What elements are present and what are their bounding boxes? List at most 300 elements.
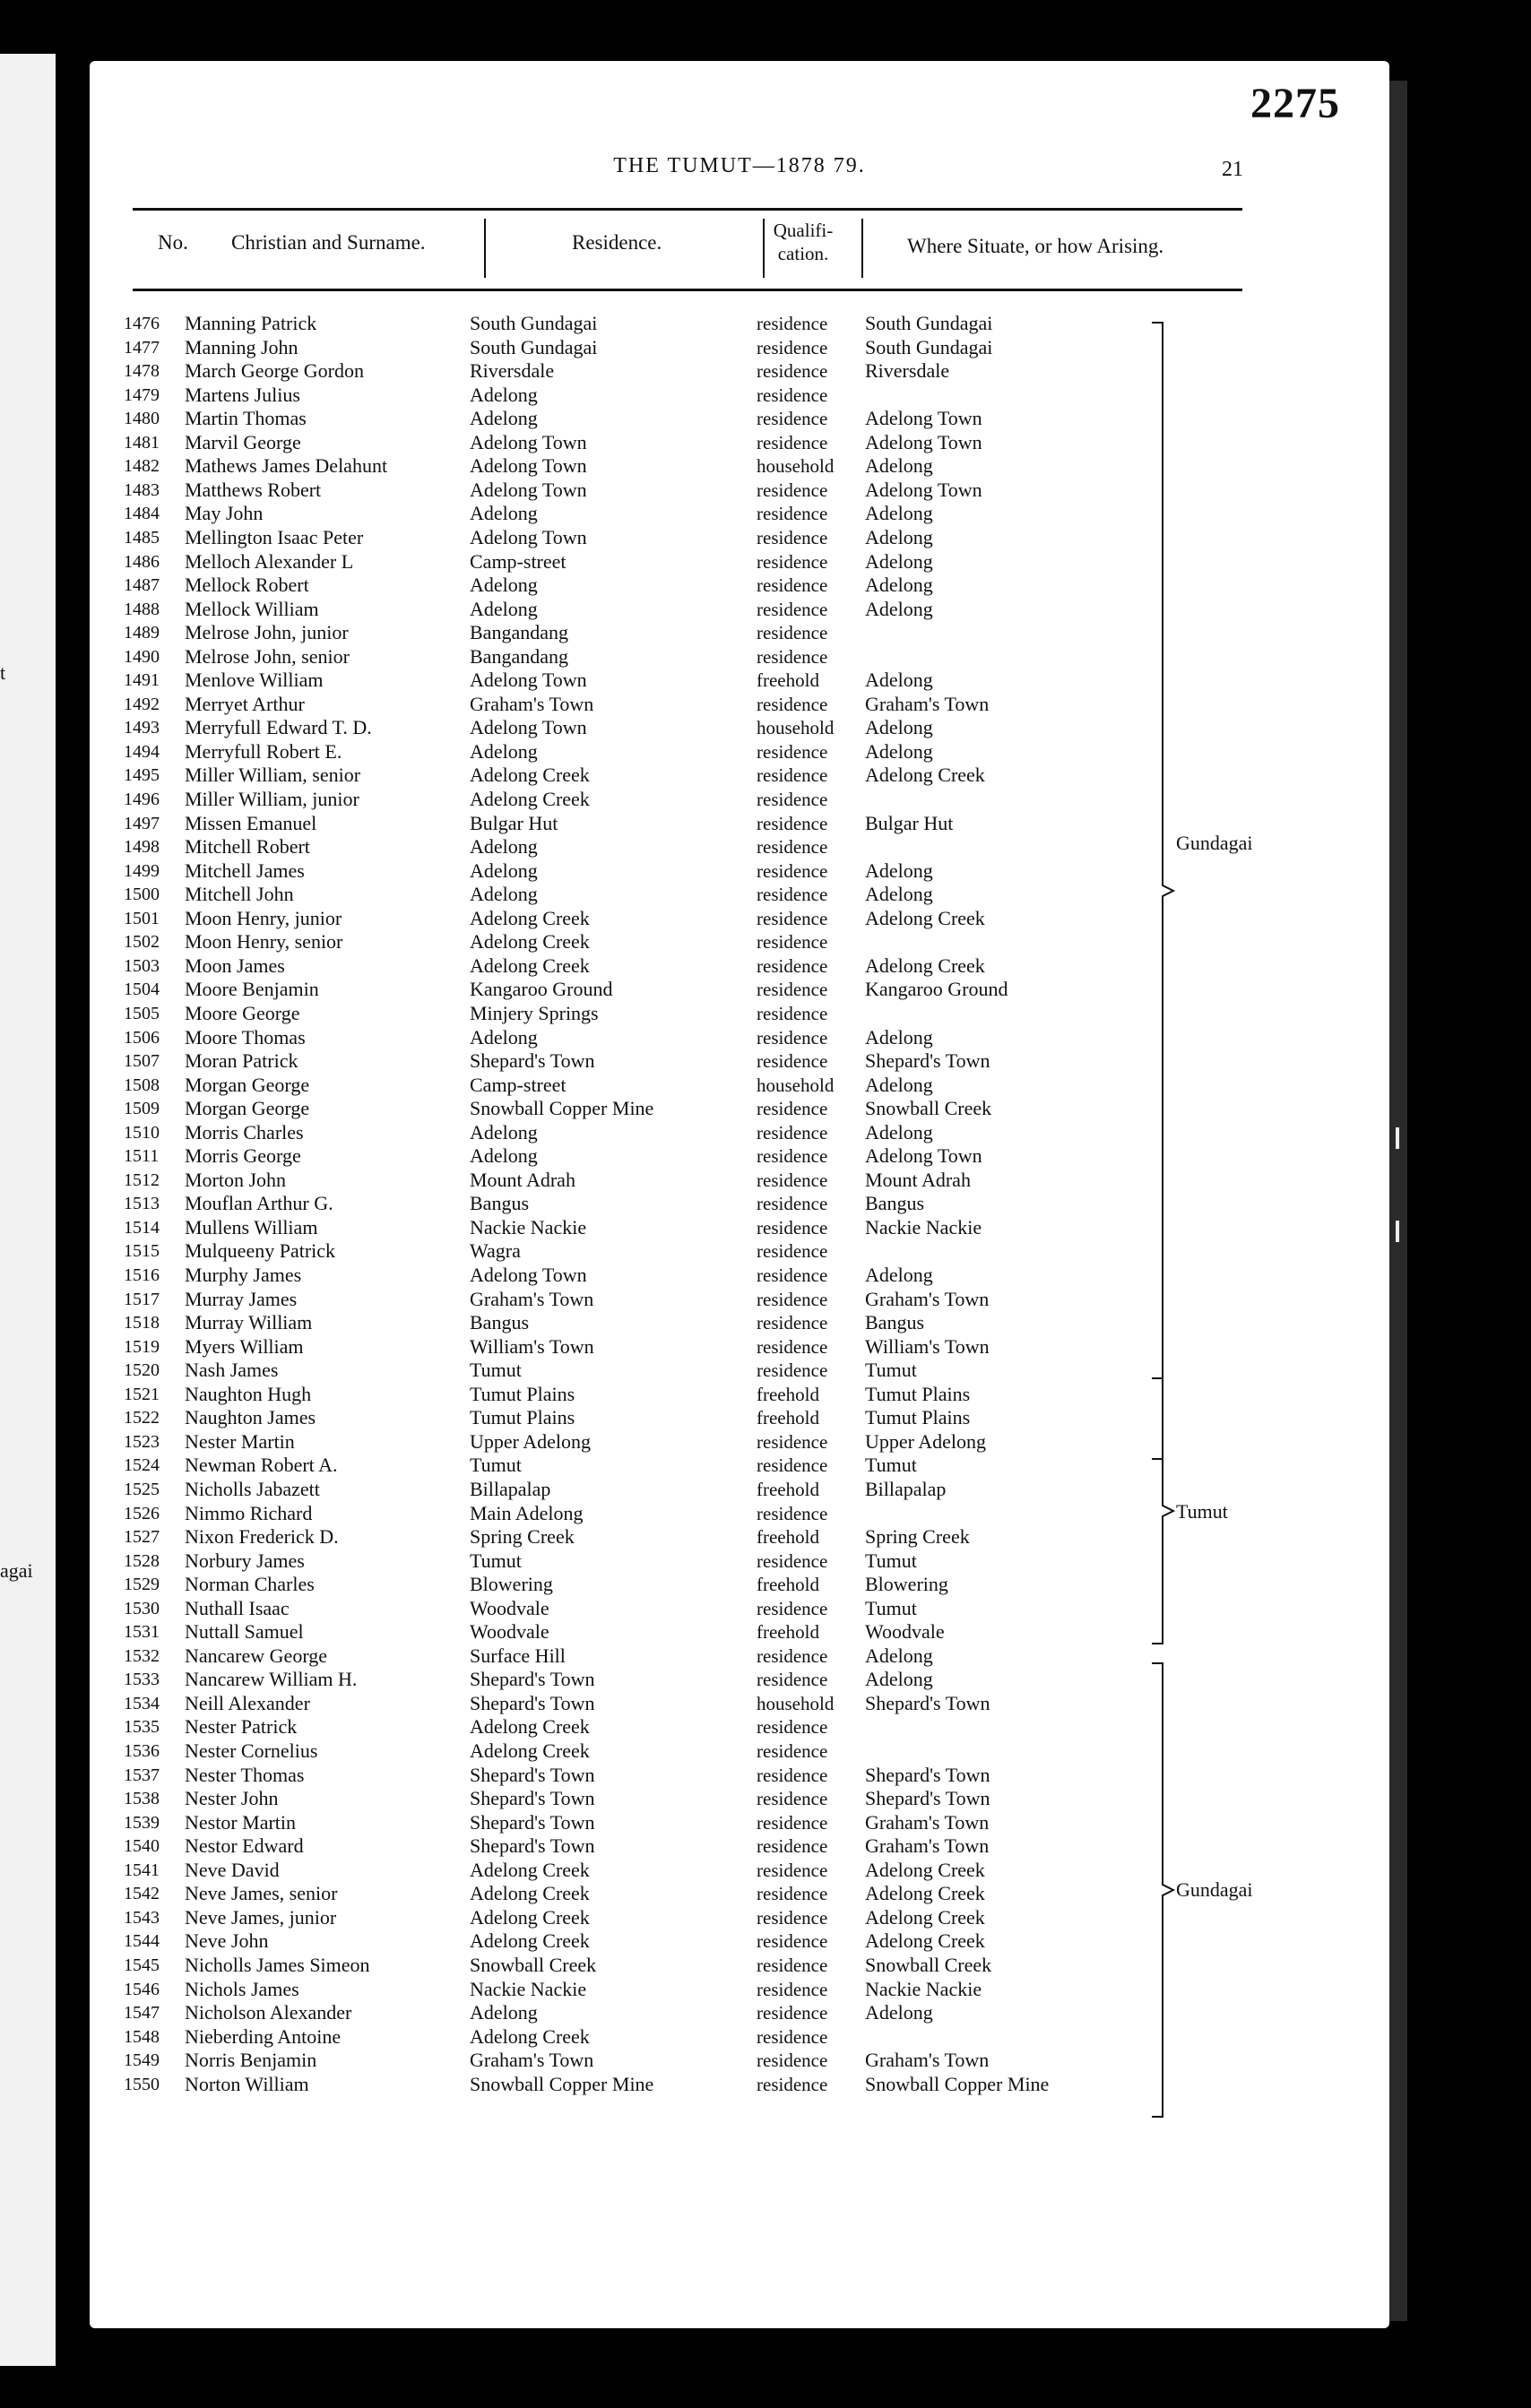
voter-name: Manning Patrick	[185, 312, 317, 334]
residence-cell: Bangus	[470, 1311, 529, 1334]
table-row	[90, 312, 1389, 335]
where-situate-cell: Adelong Creek	[865, 1882, 985, 1905]
voter-name: Newman Robert A.	[185, 1454, 338, 1477]
qualification-cell: residence	[757, 1121, 828, 1144]
table-row	[90, 1978, 1389, 2001]
qualification-cell: residence	[757, 1859, 828, 1881]
entry-number: 1538	[124, 1789, 160, 1809]
qualification-cell: residence	[757, 954, 828, 977]
residence-cell: South Gundagai	[470, 312, 598, 334]
entry-number: 1493	[124, 718, 160, 738]
table-row	[90, 1383, 1389, 1406]
entry-number: 1533	[124, 1670, 160, 1690]
residence-cell: Adelong Creek	[470, 1715, 590, 1739]
voter-name: Menlove William	[185, 669, 324, 692]
entry-number: 1545	[124, 1955, 160, 1975]
qualification-cell: residence	[757, 336, 828, 358]
table-row	[90, 1811, 1389, 1834]
voter-name: Norbury James	[185, 1549, 305, 1572]
voter-name: Merryfull Edward T. D.	[185, 716, 372, 739]
qualification-cell: residence	[757, 622, 828, 644]
entry-number: 1544	[124, 1931, 160, 1952]
brace-label: Tumut	[1176, 1500, 1228, 1523]
entry-number: 1506	[124, 1027, 160, 1048]
residence-cell: Adelong Creek	[470, 1905, 590, 1929]
where-situate-cell: Snowball Creek	[865, 1097, 992, 1120]
qualification-cell: residence	[757, 360, 828, 383]
voter-name: Martin Thomas	[185, 407, 307, 430]
residence-cell: Adelong Town	[470, 478, 587, 501]
entry-number: 1520	[124, 1360, 160, 1381]
where-situate-cell: Upper Adelong	[865, 1429, 987, 1453]
table-row	[90, 2073, 1389, 2096]
table-row	[90, 431, 1389, 454]
where-situate-cell: Shepard's Town	[865, 1787, 990, 1810]
residence-cell: Adelong	[470, 2001, 538, 2024]
voter-name: Mulqueeny Patrick	[185, 1239, 336, 1263]
where-situate-cell: Adelong	[865, 525, 933, 548]
where-situate-cell: Nackie Nackie	[865, 1977, 982, 2000]
entry-number: 1497	[124, 813, 160, 833]
where-situate-cell: Shepard's Town	[865, 1763, 990, 1786]
qualification-cell: residence	[757, 859, 828, 882]
residence-cell: Adelong Town	[470, 1264, 587, 1286]
where-situate-cell: William's Town	[865, 1334, 990, 1358]
residence-cell: Tumut Plains	[470, 1406, 575, 1429]
entry-number: 1496	[124, 790, 160, 809]
table-row	[90, 621, 1389, 644]
qualification-cell: residence	[757, 693, 828, 715]
qualification-cell: residence	[757, 1050, 828, 1073]
voter-name: Melrose John, junior	[185, 621, 349, 644]
residence-cell: Bulgar Hut	[470, 811, 558, 834]
qualification-cell: residence	[757, 1145, 828, 1168]
residence-cell: Minjery Springs	[470, 1001, 599, 1024]
residence-cell: Adelong	[470, 407, 538, 430]
entry-number: 1482	[124, 456, 160, 477]
voter-name: Mouflan Arthur G.	[185, 1192, 333, 1215]
table-row	[90, 693, 1389, 716]
entry-number: 1547	[124, 2003, 160, 2024]
voter-name: Murray William	[185, 1311, 313, 1334]
qualification-cell: residence	[757, 1764, 828, 1786]
where-situate-cell: Woodvale	[865, 1620, 945, 1644]
entry-number: 1543	[124, 1907, 160, 1928]
voter-name: Nester Thomas	[185, 1763, 305, 1786]
where-situate-cell: Nackie Nackie	[865, 1215, 982, 1239]
residence-cell: Adelong Creek	[470, 1882, 590, 1905]
residence-cell: Adelong	[470, 1025, 538, 1049]
residence-cell: Adelong	[470, 835, 538, 859]
where-situate-cell: Adelong Town	[865, 478, 982, 501]
voter-name: Myers William	[185, 1334, 304, 1358]
voter-name: Mellington Isaac Peter	[185, 525, 364, 548]
qualification-cell: freehold	[757, 1526, 819, 1549]
residence-cell: Adelong Creek	[470, 1929, 590, 1953]
qualification-cell: residence	[757, 1597, 828, 1619]
qualification-cell: residence	[757, 384, 828, 406]
entry-number: 1502	[124, 932, 160, 953]
qualification-cell: residence	[757, 1216, 828, 1239]
table-row	[90, 1478, 1389, 1501]
voter-name: Nicholls James Simeon	[185, 1953, 370, 1976]
entry-number: 1539	[124, 1812, 160, 1833]
district-brace-gundagai	[1152, 321, 1179, 1465]
residence-cell: South Gundagai	[470, 335, 598, 358]
voter-name: Moore Benjamin	[185, 978, 319, 1001]
voter-name: Norris Benjamin	[185, 2049, 317, 2072]
voter-name: Morton John	[185, 1168, 287, 1191]
table-row	[90, 2001, 1389, 2024]
qualification-cell: residence	[757, 907, 828, 929]
table-row	[90, 669, 1389, 692]
residence-cell: Adelong Town	[470, 716, 587, 739]
residence-cell: Blowering	[470, 1573, 553, 1596]
table-row	[90, 1288, 1389, 1311]
where-situate-cell: Adelong Town	[865, 407, 982, 430]
residence-cell: Shepard's Town	[470, 1668, 595, 1691]
brace-label: Gundagai	[1176, 832, 1253, 854]
residence-cell: Adelong Creek	[470, 788, 590, 810]
entry-number: 1491	[124, 670, 160, 691]
header-where: Where Situate, or how Arising.	[907, 235, 1164, 257]
where-situate-cell: Shepard's Town	[865, 1691, 990, 1714]
entry-number: 1519	[124, 1336, 160, 1357]
voter-name: Mellock William	[185, 597, 319, 620]
voter-name: Miller William, junior	[185, 788, 359, 810]
qualification-cell: residence	[757, 1978, 828, 2000]
residence-cell: Adelong Town	[470, 454, 587, 478]
residence-cell: Graham's Town	[470, 1287, 594, 1310]
table-row	[90, 1216, 1389, 1239]
entry-number: 1523	[124, 1431, 160, 1452]
where-situate-cell: Adelong Creek	[865, 1858, 985, 1881]
qualification-cell: residence	[757, 740, 828, 763]
entry-number: 1540	[124, 1836, 160, 1857]
table-row	[90, 1121, 1389, 1144]
residence-cell: Adelong Creek	[470, 2024, 590, 2048]
table-row	[90, 1311, 1389, 1334]
table-row	[90, 598, 1389, 621]
residence-cell: William's Town	[470, 1334, 594, 1358]
table-row	[90, 954, 1389, 978]
voter-name: Mitchell James	[185, 859, 305, 882]
entry-number: 1483	[124, 479, 160, 500]
residence-cell: Bangandang	[470, 621, 568, 644]
entry-number: 1492	[124, 694, 160, 714]
residence-cell: Bangus	[470, 1192, 529, 1215]
qualification-cell: residence	[757, 1359, 828, 1382]
table-row	[90, 1169, 1389, 1192]
table-row	[90, 907, 1389, 930]
table-row	[90, 788, 1389, 811]
table-row	[90, 479, 1389, 502]
residence-cell: Shepard's Town	[470, 1691, 595, 1714]
table-row	[90, 859, 1389, 883]
table-row	[90, 1573, 1389, 1596]
qualification-cell: residence	[757, 1502, 828, 1524]
table-row	[90, 1764, 1389, 1787]
brace-icon	[1152, 1661, 1179, 2119]
district-brace-tumut	[1152, 1377, 1179, 1650]
district-brace-gundagai-2	[1152, 1661, 1179, 2123]
voter-name: Nuthall Isaac	[185, 1596, 290, 1619]
where-situate-cell: Tumut	[865, 1549, 917, 1572]
entry-number: 1485	[124, 527, 160, 548]
where-situate-cell: Shepard's Town	[865, 1049, 990, 1073]
entry-number: 1500	[124, 885, 160, 905]
where-situate-cell: Graham's Town	[865, 1287, 990, 1310]
residence-cell: Woodvale	[470, 1620, 549, 1644]
residence-cell: Adelong	[470, 597, 538, 620]
facing-page-edge	[0, 54, 56, 2366]
table-row	[90, 930, 1389, 954]
table-row	[90, 1430, 1389, 1454]
qualification-cell: household	[757, 1692, 835, 1714]
where-situate-cell: Adelong	[865, 669, 933, 692]
qualification-cell: residence	[757, 2073, 828, 2095]
entry-number: 1516	[124, 1265, 160, 1285]
voter-name: Nuttall Samuel	[185, 1620, 304, 1644]
where-situate-cell: Adelong	[865, 883, 933, 906]
voter-name: Nash James	[185, 1359, 279, 1382]
voter-name: Martens Julius	[185, 383, 300, 406]
voter-name: Naughton Hugh	[185, 1382, 312, 1405]
qualification-cell: household	[757, 717, 835, 739]
table-row	[90, 1954, 1389, 1977]
table-row	[90, 574, 1389, 597]
where-situate-cell: Adelong	[865, 502, 933, 525]
table-row	[90, 1049, 1389, 1073]
where-situate-cell: Tumut	[865, 1596, 917, 1619]
residence-cell: Riversdale	[470, 359, 555, 383]
voter-name: Melloch Alexander L	[185, 549, 354, 573]
residence-cell: Snowball Copper Mine	[470, 2072, 654, 2095]
table-row	[90, 1359, 1389, 1382]
entry-number: 1524	[124, 1455, 160, 1476]
entry-number: 1501	[124, 908, 160, 928]
entry-number: 1481	[124, 432, 160, 453]
header-no: No.	[158, 231, 188, 254]
voter-name: Merryfull Robert E.	[185, 739, 342, 763]
voter-name: Morgan George	[185, 1097, 310, 1120]
qualification-cell: household	[757, 455, 835, 478]
where-situate-cell: Bangus	[865, 1311, 924, 1334]
entry-number: 1484	[124, 504, 160, 524]
residence-cell: Bangandang	[470, 644, 568, 668]
brace-icon	[1152, 1377, 1179, 1645]
where-situate-cell: Tumut Plains	[865, 1382, 971, 1405]
voter-name: Moore George	[185, 1001, 300, 1024]
entry-number: 1526	[124, 1503, 160, 1523]
qualification-cell: residence	[757, 1930, 828, 1953]
entry-number: 1499	[124, 860, 160, 881]
qualification-cell: residence	[757, 431, 828, 453]
where-situate-cell: Tumut	[865, 1359, 917, 1382]
entry-number: 1489	[124, 623, 160, 643]
entry-number: 1490	[124, 646, 160, 667]
where-situate-cell: Adelong	[865, 1025, 933, 1049]
residence-cell: Adelong	[470, 502, 538, 525]
entry-number: 1522	[124, 1408, 160, 1428]
entry-number: 1542	[124, 1884, 160, 1904]
edge-mark	[1396, 1127, 1399, 1149]
residence-cell: Shepard's Town	[470, 1810, 595, 1834]
brace-icon	[1152, 321, 1179, 1461]
qualification-cell: freehold	[757, 1478, 819, 1500]
voter-name: Nester Patrick	[185, 1715, 298, 1739]
qualification-cell: residence	[757, 1835, 828, 1858]
entry-number: 1548	[124, 2026, 160, 2047]
where-situate-cell: South Gundagai	[865, 312, 993, 334]
table-row	[90, 1644, 1389, 1668]
where-situate-cell: Adelong Creek	[865, 1905, 985, 1929]
entry-number: 1508	[124, 1075, 160, 1095]
residence-cell: Adelong Town	[470, 430, 587, 453]
where-situate-cell: Adelong	[865, 454, 933, 478]
entry-number: 1528	[124, 1550, 160, 1571]
entry-number: 1511	[124, 1146, 160, 1167]
where-situate-cell: Adelong	[865, 739, 933, 763]
voter-name: May John	[185, 502, 264, 525]
page-title: THE TUMUT—1878 79.	[613, 154, 866, 177]
where-situate-cell: Adelong Creek	[865, 906, 985, 929]
entry-number: 1503	[124, 955, 160, 976]
residence-cell: Upper Adelong	[470, 1429, 592, 1453]
voter-name: Mitchell John	[185, 883, 294, 906]
qualification-cell: residence	[757, 1811, 828, 1834]
entry-number: 1534	[124, 1693, 160, 1713]
qualification-cell: residence	[757, 1430, 828, 1453]
entry-number: 1480	[124, 409, 160, 429]
voter-name: Moran Patrick	[185, 1049, 298, 1073]
residence-cell: Adelong Creek	[470, 1739, 590, 1762]
residence-cell: Adelong Creek	[470, 764, 590, 787]
residence-cell: Nackie Nackie	[470, 1215, 587, 1239]
voter-name: Nimmo Richard	[185, 1501, 313, 1524]
entry-number: 1517	[124, 1289, 160, 1309]
table-row	[90, 1787, 1389, 1810]
voter-name: Nancarew William H.	[185, 1668, 358, 1691]
qualification-cell: residence	[757, 1740, 828, 1762]
residence-cell: Wagra	[470, 1239, 521, 1263]
entry-number: 1521	[124, 1384, 160, 1404]
entry-number: 1515	[124, 1241, 160, 1262]
qualification-cell: freehold	[757, 1383, 819, 1405]
where-situate-cell: Billapalap	[865, 1477, 947, 1500]
where-situate-cell: Adelong	[865, 1073, 933, 1096]
table-row	[90, 1002, 1389, 1025]
where-situate-cell: Adelong Town	[865, 1144, 982, 1168]
table-row	[90, 1144, 1389, 1168]
entry-number: 1476	[124, 314, 160, 333]
table-row	[90, 1739, 1389, 1763]
table-row	[90, 1097, 1389, 1120]
qualification-cell: freehold	[757, 1621, 819, 1644]
where-situate-cell: Graham's Town	[865, 692, 990, 715]
voter-name: Nester Cornelius	[185, 1739, 318, 1762]
voter-name: Mellock Robert	[185, 574, 309, 597]
where-situate-cell: Snowball Creek	[865, 1953, 992, 1976]
residence-cell: Adelong	[470, 574, 538, 597]
where-situate-cell: Adelong	[865, 2001, 933, 2024]
voter-name: Norton William	[185, 2072, 309, 2095]
where-situate-cell: Riversdale	[865, 359, 950, 383]
qualification-cell: residence	[757, 1335, 828, 1358]
table-row	[90, 526, 1389, 549]
where-situate-cell: Adelong	[865, 1644, 933, 1667]
table-row	[90, 883, 1389, 906]
voter-name: Nicholls Jabazett	[185, 1477, 320, 1500]
qualification-cell: residence	[757, 1906, 828, 1929]
table-row	[90, 978, 1389, 1001]
where-situate-cell: Graham's Town	[865, 1834, 990, 1858]
residence-cell: Camp-street	[470, 1073, 567, 1096]
entry-number: 1487	[124, 575, 160, 596]
page-stamp-number: 2275	[1250, 80, 1340, 127]
qualification-cell: residence	[757, 2025, 828, 2048]
entry-number: 1478	[124, 361, 160, 382]
where-situate-cell: Adelong	[865, 1668, 933, 1691]
qualification-cell: residence	[757, 2050, 828, 2072]
voter-name: March George Gordon	[185, 359, 364, 383]
where-situate-cell: Adelong Creek	[865, 1929, 985, 1953]
voter-name: Neve James, junior	[185, 1905, 337, 1929]
voter-name: Moon James	[185, 954, 285, 977]
where-situate-cell: Adelong	[865, 597, 933, 620]
voter-name: Moore Thomas	[185, 1025, 306, 1049]
entry-number: 1486	[124, 551, 160, 572]
voter-name: Naughton James	[185, 1406, 316, 1429]
entry-number: 1494	[124, 741, 160, 762]
entry-number: 1549	[124, 2050, 160, 2071]
where-situate-cell: Kangaroo Ground	[865, 978, 1008, 1001]
entry-number: 1488	[124, 599, 160, 619]
table-row	[90, 336, 1389, 359]
where-situate-cell: Adelong	[865, 574, 933, 597]
voter-name: Murray James	[185, 1287, 298, 1310]
voter-name: Melrose John, senior	[185, 644, 350, 668]
residence-cell: Surface Hill	[470, 1644, 566, 1667]
table-row	[90, 359, 1389, 383]
qualification-cell: household	[757, 1074, 835, 1096]
residence-cell: Adelong	[470, 739, 538, 763]
table-row	[90, 1597, 1389, 1620]
qualification-cell: residence	[757, 1193, 828, 1215]
where-situate-cell: Graham's Town	[865, 2049, 990, 2072]
where-situate-cell: Graham's Town	[865, 1810, 990, 1834]
entry-number: 1530	[124, 1598, 160, 1618]
where-situate-cell: Mount Adrah	[865, 1168, 971, 1191]
residence-cell: Adelong	[470, 1144, 538, 1168]
qualification-cell: residence	[757, 550, 828, 573]
qualification-cell: residence	[757, 836, 828, 859]
residence-cell: Adelong	[470, 883, 538, 906]
entry-number: 1529	[124, 1575, 160, 1595]
residence-cell: Adelong Creek	[470, 954, 590, 977]
residence-cell: Nackie Nackie	[470, 1977, 587, 2000]
voter-name: Neve James, senior	[185, 1882, 338, 1905]
qualification-cell: residence	[757, 1288, 828, 1310]
voter-name: Norman Charles	[185, 1573, 315, 1596]
where-situate-cell: Tumut Plains	[865, 1406, 971, 1429]
qualification-cell: residence	[757, 479, 828, 501]
qualification-cell: residence	[757, 1644, 828, 1667]
qualification-cell: residence	[757, 645, 828, 668]
margin-fragment: t	[0, 661, 6, 684]
entry-number: 1479	[124, 384, 160, 405]
table-row	[90, 1406, 1389, 1429]
